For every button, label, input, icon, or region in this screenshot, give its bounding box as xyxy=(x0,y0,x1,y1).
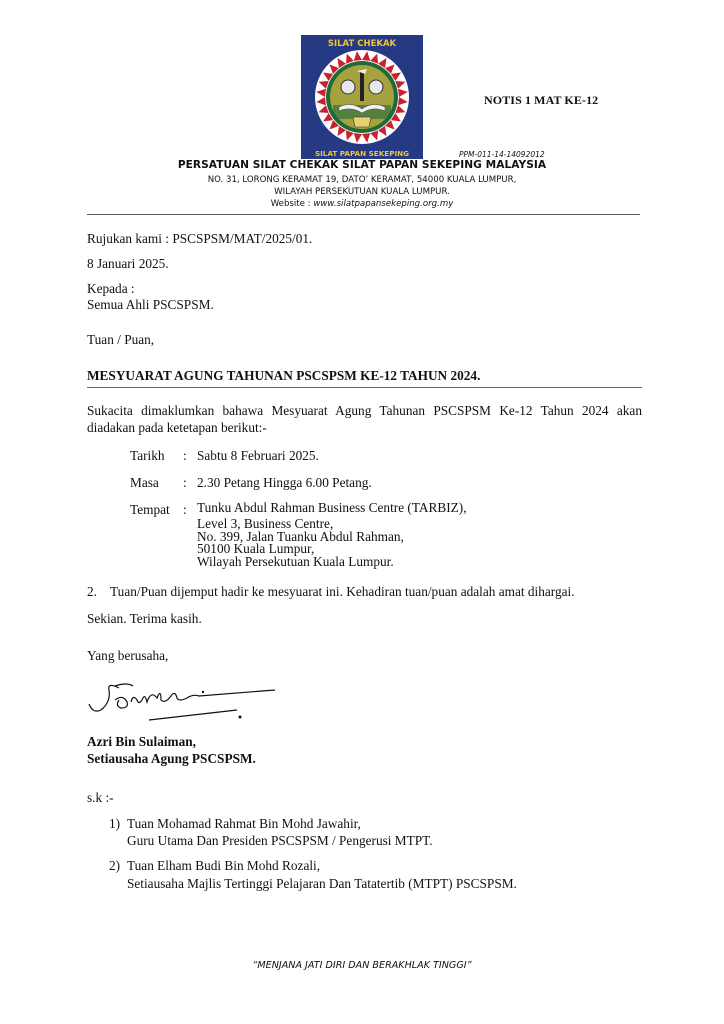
closing: Sekian. Terima kasih. xyxy=(87,611,202,626)
venue-line: No. 399, Jalan Tuanku Abdul Rahman, xyxy=(197,528,404,544)
cc-item-title: Guru Utama Dan Presiden PSCSPSM / Pengerusi MTPT. xyxy=(127,833,433,848)
detail-colon: : xyxy=(183,448,187,463)
signature xyxy=(87,676,287,731)
address-line-2: WILAYAH PERSEKUTUAN KUALA LUMPUR. xyxy=(274,187,450,197)
notice-label: NOTIS 1 MAT KE-12 xyxy=(484,93,599,107)
detail-value-date: Sabtu 8 Februari 2025. xyxy=(197,448,319,463)
recipient-label: Kepada : xyxy=(87,281,135,296)
logo-top-text: SILAT CHEKAK xyxy=(327,39,397,49)
detail-value-time: 2.30 Petang Hingga 6.00 Petang. xyxy=(197,475,372,490)
signature-icon xyxy=(87,676,287,731)
venue-line: Tunku Abdul Rahman Business Centre (TARBIZ), xyxy=(197,500,467,515)
header-divider xyxy=(87,214,640,215)
detail-label-time: Masa xyxy=(130,475,159,490)
detail-value-venue xyxy=(197,502,467,568)
reference-number: Rujukan kami : PSCSPSM/MAT/2025/01. xyxy=(87,231,313,246)
cc-label: s.k :- xyxy=(87,790,114,805)
cc-item-title: Setiausaha Majlis Tertinggi Pelajaran Dan Tatatertib (MTPT) PSCSPSM. xyxy=(127,876,517,891)
recipient: Semua Ahli PSCSPSM. xyxy=(87,297,214,312)
venue-line: 50100 Kuala Lumpur, xyxy=(197,541,315,557)
subject-underline xyxy=(87,387,642,388)
website-link[interactable]: www.silatpapansekeping.org.my xyxy=(313,199,454,209)
detail-label-date: Tarikh xyxy=(130,448,165,463)
detail-label-venue: Tempat xyxy=(130,502,170,517)
website-line xyxy=(0,199,724,209)
registration-number: PPM-011-14-14092012 xyxy=(459,150,545,159)
organization-logo xyxy=(301,35,423,159)
cc-item-number: 2) xyxy=(109,858,121,873)
signer-title: Setiausaha Agung PSCSPSM. xyxy=(87,751,256,766)
venue-line: Wilayah Persekutuan Kuala Lumpur. xyxy=(197,553,394,569)
footer-motto: “MENJANA JATI DIRI DAN BERAKHLAK TINGGI” xyxy=(252,960,472,971)
letter-date: 8 Januari 2025. xyxy=(87,256,169,271)
venue-line: Level 3, Business Centre, xyxy=(197,516,334,531)
detail-colon: : xyxy=(183,475,187,490)
organization-name: PERSATUAN SILAT CHEKAK SILAT PAPAN SEKEPING MALAYSIA xyxy=(177,159,547,171)
logo-bottom-text: SILAT PAPAN SEKEPING xyxy=(314,149,410,158)
signer-name: Azri Bin Sulaiman, xyxy=(87,734,196,749)
paragraph-2: 2. Tuan/Puan dijemput hadir ke mesyuarat ini. Kehadiran tuan/puan adalah amat dihargai. xyxy=(87,584,575,599)
website-label: Website : xyxy=(270,199,314,209)
detail-colon: : xyxy=(183,502,187,517)
cc-item-name: Tuan Mohamad Rahmat Bin Mohd Jawahir, xyxy=(127,816,361,831)
cc-item-name: Tuan Elham Budi Bin Mohd Rozali, xyxy=(127,858,321,873)
logo-emblem-icon xyxy=(301,35,423,159)
address-line-1: NO. 31, LORONG KERAMAT 19, DATO’ KERAMAT, 54000 KUALA LUMPUR, xyxy=(207,175,517,185)
letter-subject: MESYUARAT AGUNG TAHUNAN PSCSPSM KE-12 TAHUN 2024. xyxy=(87,368,481,383)
cc-item-number: 1) xyxy=(109,816,121,831)
intro-line-1: Sukacita dimaklumkan bahawa Mesyuarat Agung Tahunan PSCSPSM Ke-12 Tahun 2024 akan xyxy=(87,403,642,418)
salutation: Tuan / Puan, xyxy=(87,332,155,347)
yours-sincerely: Yang berusaha, xyxy=(87,648,169,663)
intro-line-2: diadakan pada ketetapan berikut:- xyxy=(87,420,267,435)
